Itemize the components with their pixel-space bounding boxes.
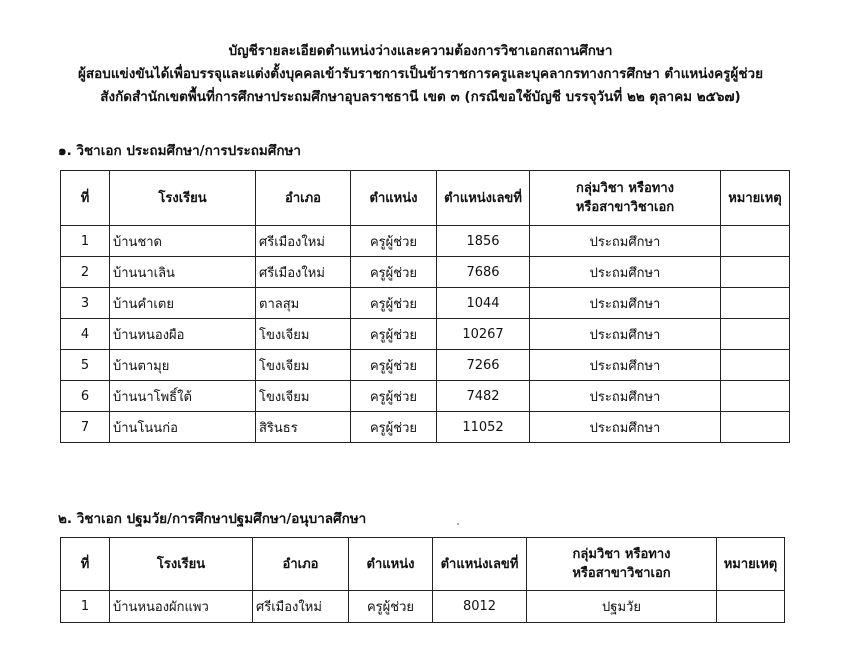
cell-remarks [721,288,790,319]
vacancy-table-early-childhood [60,537,785,623]
cell-position: ครูผู้ช่วย [351,319,437,350]
cell-subject: ประถมศึกษา [530,226,721,257]
cell-district: สิรินธร [256,412,351,443]
cell-position: ครูผู้ช่วย [351,350,437,381]
cell-no: 5 [61,350,110,381]
cell-school: บ้านชาด [110,226,256,257]
cell-position: ครูผู้ช่วย [351,381,437,412]
cell-remarks [717,591,785,623]
header-title-line-2: ผู้สอบแข่งขันได้เพื่อบรรจุและแต่งตั้งบุคคลเข้ารับราชการเป็นข้าราชการครูและบุคลากรทางการศึกษา ตำแหน่งครูผู้ช่วย [78,66,763,82]
cell-subject: ประถมศึกษา [530,350,721,381]
cell-position: ครูผู้ช่วย [349,591,433,623]
table-row [61,257,790,288]
cell-no: 2 [61,257,110,288]
table-row [61,288,790,319]
col-header-subject-group [527,538,717,591]
col-header-remarks: หมายเหตุ [717,538,785,591]
table-header-row [61,538,785,591]
cell-subject: ปฐมวัย [527,591,717,623]
cell-remarks [721,257,790,288]
cell-remarks [721,226,790,257]
table-row [61,591,785,623]
cell-remarks [721,412,790,443]
cell-position-number: 1856 [437,226,530,257]
cell-subject: ประถมศึกษา [530,288,721,319]
table-header-row [61,171,790,226]
table-row [61,226,790,257]
cell-position: ครูผู้ช่วย [351,226,437,257]
col-header-subject-line-2: หรือสาขาวิชาเอก [575,200,675,215]
cell-district: โขงเจียม [256,350,351,381]
cell-position: ครูผู้ช่วย [351,288,437,319]
col-header-subject-line-1: กลุ่มวิชา หรือทาง [576,181,674,196]
cell-no: 6 [61,381,110,412]
cell-position: ครูผู้ช่วย [351,257,437,288]
cell-school: บ้านนาเลิน [110,257,256,288]
cell-no: 1 [61,226,110,257]
cell-district: ศรีเมืองใหม่ [253,591,349,623]
cell-subject: ประถมศึกษา [530,319,721,350]
col-header-remarks: หมายเหตุ [721,171,790,226]
cell-district: ตาลสุม [256,288,351,319]
cell-school: บ้านโนนก่อ [110,412,256,443]
cell-position-number: 1044 [437,288,530,319]
table-row [61,412,790,443]
col-header-no: ที่ [61,171,110,226]
cell-subject: ประถมศึกษา [530,257,721,288]
cell-subject: ประถมศึกษา [530,412,721,443]
table-row [61,350,790,381]
cell-no: 7 [61,412,110,443]
cell-remarks [721,319,790,350]
scan-speck [457,523,459,525]
col-header-position-number: ตำแหน่งเลขที่ [433,538,527,591]
cell-school: บ้านหนองผือ [110,319,256,350]
col-header-no: ที่ [61,538,110,591]
cell-remarks [721,350,790,381]
document-header [0,40,841,109]
cell-subject: ประถมศึกษา [530,381,721,412]
col-header-subject-group [530,171,721,226]
cell-school: บ้านคำเตย [110,288,256,319]
cell-position-number: 7482 [437,381,530,412]
cell-no: 4 [61,319,110,350]
cell-district: ศรีเมืองใหม่ [256,226,351,257]
cell-district: โขงเจียม [256,381,351,412]
cell-school: บ้านตามุย [110,350,256,381]
col-header-school: โรงเรียน [110,171,256,226]
header-title-line-3: สังกัดสำนักเขตพื้นที่การศึกษาประถมศึกษาอุบลราชธานี เขต ๓ (กรณีขอใช้บัญชี บรรจุวันที่ ๒๒ ตุลาคม ๒๕๖๗) [100,89,741,105]
table-row [61,319,790,350]
section-1-heading: ๑. วิชาเอก ประถมศึกษา/การประถมศึกษา [58,143,301,159]
cell-no: 1 [61,591,110,623]
col-header-district: อำเภอ [253,538,349,591]
col-header-district: อำเภอ [256,171,351,226]
table-row [61,381,790,412]
col-header-subject-line-1: กลุ่มวิชา หรือทาง [572,547,671,562]
cell-position-number: 10267 [437,319,530,350]
cell-position: ครูผู้ช่วย [351,412,437,443]
cell-school: บ้านนาโพธิ์ใต้ [110,381,256,412]
col-header-subject-line-2: หรือสาขาวิชาเอก [572,566,671,581]
col-header-school: โรงเรียน [110,538,253,591]
cell-position-number: 7266 [437,350,530,381]
cell-school: บ้านหนองผักแพว [110,591,253,623]
col-header-position-number: ตำแหน่งเลขที่ [437,171,530,226]
cell-position-number: 8012 [433,591,527,623]
cell-district: โขงเจียม [256,319,351,350]
header-title-line-1: บัญชีรายละเอียดตำแหน่งว่างและความต้องการวิชาเอกสถานศึกษา [228,43,613,59]
cell-district: ศรีเมืองใหม่ [256,257,351,288]
cell-position-number: 11052 [437,412,530,443]
cell-remarks [721,381,790,412]
cell-position-number: 7686 [437,257,530,288]
cell-no: 3 [61,288,110,319]
section-2-heading: ๒. วิชาเอก ปฐมวัย/การศึกษาปฐมศึกษา/อนุบาลศึกษา [58,511,367,527]
col-header-position: ตำแหน่ง [349,538,433,591]
col-header-position: ตำแหน่ง [351,171,437,226]
vacancy-table-primary [60,170,790,443]
